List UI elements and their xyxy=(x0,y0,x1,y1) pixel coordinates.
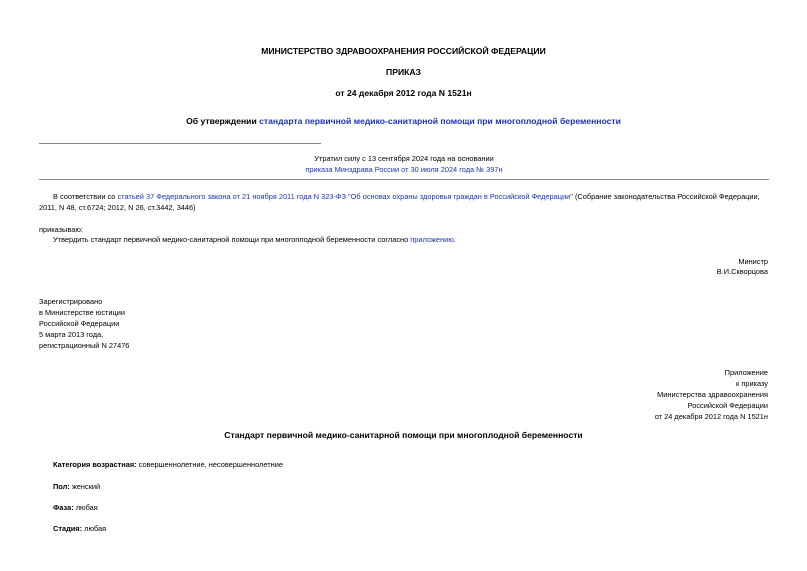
document-title xyxy=(0,116,807,126)
appendix-line: от 24 декабря 2012 года N 1521н xyxy=(654,412,768,421)
divider-bottom xyxy=(39,179,769,180)
preamble-suffix: (Собрание законодательства Российской Федерации, 2011, N 48, ст.6724; 2012, N 26, ст.3442, 3446) xyxy=(39,192,760,212)
title-link[interactable]: стандарта первичной медико-санитарной помощи при многоплодной беременности xyxy=(259,116,621,126)
appendix-line: Российской Федерации xyxy=(687,401,768,410)
signature-position: Министр xyxy=(738,257,768,266)
field-value: совершеннолетние, несовершеннолетние xyxy=(136,460,283,469)
registration-line: 5 марта 2013 года, xyxy=(39,330,104,339)
expiry-order-link[interactable]: приказа Минздрава России от 30 июля 2024 года № 397н xyxy=(305,165,503,174)
field-label: Фаза: xyxy=(53,503,74,512)
document-type: ПРИКАЗ xyxy=(386,67,421,77)
field-value: женский xyxy=(69,482,101,491)
order-date-number: от 24 декабря 2012 года N 1521н xyxy=(335,88,472,98)
registration-line: Российской Федерации xyxy=(39,319,120,328)
field-label: Категория возрастная: xyxy=(53,460,137,469)
order-word: приказываю: xyxy=(39,225,83,234)
field-age-category xyxy=(53,459,283,470)
approval-paragraph xyxy=(53,234,456,245)
divider-top xyxy=(39,143,321,144)
signature-name: В.И.Скворцова xyxy=(716,267,768,276)
preamble-prefix: В соответствии со xyxy=(53,192,118,201)
registration-block xyxy=(39,296,129,351)
field-phase xyxy=(53,502,98,513)
approval-suffix: . xyxy=(453,235,456,244)
registration-line: в Министерстве юстиции xyxy=(39,308,126,317)
field-value: любая xyxy=(73,503,98,512)
field-stage xyxy=(53,523,106,534)
field-value: любая xyxy=(82,524,107,533)
ministry-heading: МИНИСТЕРСТВО ЗДРАВООХРАНЕНИЯ РОССИЙСКОЙ ФЕДЕРАЦИИ xyxy=(261,46,546,56)
appendix-line: к приказу xyxy=(736,379,768,388)
field-label: Пол: xyxy=(53,482,70,491)
standard-title: Стандарт первичной медико-санитарной помощи при многоплодной беременности xyxy=(224,430,583,440)
approval-prefix: Утвердить стандарт первичной медико-санитарной помощи при многоплодной беременности согласно xyxy=(53,235,411,244)
title-prefix: Об утверждении xyxy=(186,116,260,126)
field-sex xyxy=(53,481,100,492)
appendix-block xyxy=(655,367,768,422)
law-link[interactable]: статьей 37 Федерального закона от 21 ноября 2011 года N 323-ФЗ "Об основах охраны здоровья граждан в Российской Федерации" xyxy=(117,192,573,201)
expiry-note-line1: Утратил силу с 13 сентября 2024 года на основании xyxy=(314,154,494,163)
appendix-line: Министерства здравоохранения xyxy=(657,390,768,399)
registration-line: регистрационный N 27476 xyxy=(39,341,130,350)
field-label: Стадия: xyxy=(53,524,83,533)
appendix-link[interactable]: приложению xyxy=(410,235,454,244)
registration-line: Зарегистрировано xyxy=(39,297,103,306)
appendix-line: Приложение xyxy=(724,368,768,377)
preamble-paragraph xyxy=(39,191,769,213)
